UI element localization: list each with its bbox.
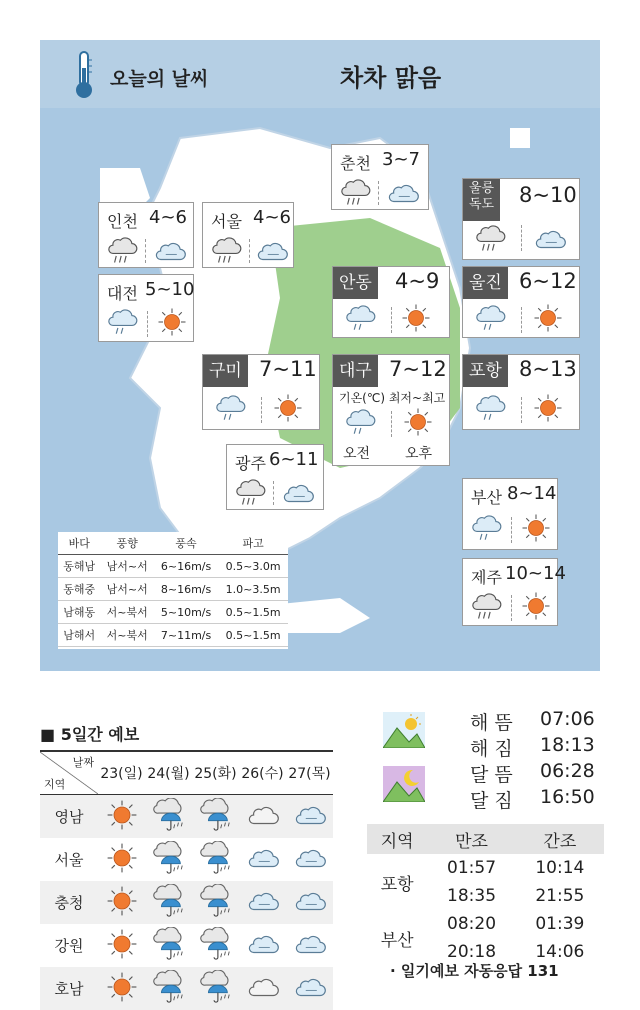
wind-direction: 남서~서: [100, 555, 153, 578]
sea-header: 풍향: [100, 532, 153, 555]
sun-icon: [403, 407, 433, 437]
table-row: [58, 578, 288, 601]
sun-icon: [273, 393, 303, 423]
header-bar: [40, 40, 600, 108]
city-card-seoul: [202, 202, 294, 268]
umbrella-rain-icon: [150, 970, 188, 1004]
wave-height: 0.5~3.0m: [218, 555, 288, 578]
wind-speed: 5~10m/s: [154, 601, 218, 624]
city-card-uljin: [462, 266, 580, 338]
sea-area: 동해중: [58, 578, 100, 601]
day-header: 25(화): [192, 751, 239, 795]
wind-direction: 남서~서: [100, 578, 153, 601]
partly-cloudy-icon: [293, 846, 327, 870]
region-name: 서울: [54, 851, 84, 869]
table-row: [58, 624, 288, 647]
sun-icon: [106, 885, 138, 917]
sun-icon: [106, 928, 138, 960]
sunset-time: 18:13: [540, 734, 595, 756]
umbrella-rain-icon: [197, 970, 235, 1004]
city-temp: 8~14: [507, 483, 557, 504]
city-card-busan: [462, 478, 558, 550]
low-tide: 21:55: [535, 886, 585, 906]
high-tide: 18:35: [447, 886, 497, 906]
city-card-chuncheon: [331, 144, 429, 210]
wind-direction: 서~북서: [100, 624, 153, 647]
partly-cloudy-icon: [293, 803, 327, 827]
table-row: [367, 910, 604, 938]
sea-header: 풍속: [154, 532, 218, 555]
city-badge: 대구: [333, 355, 378, 387]
region-label: 지역: [44, 778, 66, 791]
rain-cloud-blue-icon: [473, 395, 507, 423]
umbrella-rain-icon: [150, 884, 188, 918]
city-name: 부산: [471, 488, 502, 507]
sea-area: 남해서: [58, 624, 100, 647]
wind-speed: 6~16m/s: [154, 555, 218, 578]
day-header: 26(수): [239, 751, 286, 795]
low-tide: 01:39: [535, 914, 585, 934]
partly-cloudy-icon: [293, 975, 327, 999]
city-temp: 8~10: [519, 183, 577, 207]
wind-speed: 7~11m/s: [154, 624, 218, 647]
city-badge: 울진: [463, 267, 508, 299]
tide-header: 만조: [427, 824, 515, 854]
rain-cloud-icon: [338, 179, 372, 207]
table-row: [58, 601, 288, 624]
table-row: [40, 881, 333, 924]
city-name: 인천: [107, 212, 138, 231]
sunrise-label: 해 뜸: [470, 712, 513, 734]
sun-icon: [106, 842, 138, 874]
table-row: [58, 555, 288, 578]
pm-label: 오후: [405, 446, 433, 462]
city-temp: 4~6: [149, 207, 187, 228]
city-temp: 6~12: [519, 269, 577, 293]
umbrella-rain-icon: [150, 927, 188, 961]
city-badge: 포항: [463, 355, 508, 387]
moonrise-icon: [383, 766, 425, 802]
partly-cloudy-icon: [246, 846, 280, 870]
city-card-daejeon: [98, 274, 194, 342]
tide-header: 지역: [367, 824, 427, 854]
sunrise-icon: [383, 712, 425, 748]
city-temp: 4~6: [253, 207, 291, 228]
rain-cloud-icon: [473, 225, 507, 253]
sea-area: 남해동: [58, 601, 100, 624]
umbrella-rain-icon: [197, 927, 235, 961]
rain-cloud-blue-icon: [343, 409, 377, 437]
city-card-andong: [332, 266, 450, 338]
partly-cloudy-icon: [293, 889, 327, 913]
city-temp: 10~14: [505, 563, 566, 584]
partly-cloudy-icon: [246, 889, 280, 913]
temp-legend: 기온(℃) 최저~최고: [339, 391, 446, 405]
five-day-forecast: [40, 750, 333, 1010]
city-card-gumi: [202, 354, 320, 430]
city-card-pohang: [462, 354, 580, 430]
umbrella-rain-icon: [197, 798, 235, 832]
table-row: [40, 795, 333, 839]
city-name: 춘천: [340, 154, 371, 173]
table-row: [40, 838, 333, 881]
partly-cloudy-icon: [293, 932, 327, 956]
high-tide: 08:20: [447, 914, 497, 934]
sun-icon: [533, 303, 563, 333]
sun-icon: [521, 513, 551, 543]
umbrella-rain-icon: [197, 884, 235, 918]
sea-area: 동해남: [58, 555, 100, 578]
city-temp: 6~11: [269, 449, 319, 470]
city-name: 제주: [471, 568, 502, 587]
partly-cloudy-icon: [246, 932, 280, 956]
city-card-incheon: [98, 202, 194, 268]
sun-icon: [533, 393, 563, 423]
sea-header: 파고: [218, 532, 288, 555]
tide-table: [367, 824, 604, 966]
weather-condition: 차차 맑음: [340, 64, 442, 92]
city-temp: 4~9: [395, 269, 440, 293]
rain-cloud-blue-icon: [343, 305, 377, 333]
page-title: 오늘의 날씨: [110, 68, 209, 90]
sun-icon: [401, 303, 431, 333]
day-header: 27(목): [286, 751, 333, 795]
day-header: 24(월): [145, 751, 192, 795]
cloud-icon: [246, 975, 280, 999]
high-tide: 01:57: [447, 858, 497, 878]
partly-cloudy-icon: [533, 227, 567, 251]
moonset-label: 달 짐: [470, 790, 513, 812]
umbrella-rain-icon: [150, 841, 188, 875]
wave-height: 1.0~3.5m: [218, 578, 288, 601]
sun-icon: [157, 307, 187, 337]
rain-cloud-icon: [233, 479, 267, 507]
sea-conditions-table: [58, 532, 288, 649]
rain-cloud-icon: [105, 237, 139, 265]
date-label: 날짜: [72, 756, 94, 769]
sun-icon: [106, 799, 138, 831]
table-corner: [40, 751, 98, 795]
sea-header: 바다: [58, 532, 100, 555]
sun-icon: [106, 971, 138, 1003]
city-name: 광주: [235, 454, 266, 473]
moonrise-time: 06:28: [540, 760, 595, 782]
region-name: 호남: [40, 967, 98, 1010]
sunrise-time: 07:06: [540, 708, 595, 730]
footer-note: · 일기예보 자동응답 131: [390, 962, 559, 980]
region-name: 강원: [54, 937, 84, 955]
rain-cloud-blue-icon: [469, 515, 503, 543]
city-card-gwangju: [226, 444, 324, 510]
city-badge: 구미: [203, 355, 248, 387]
tide-region: 부산: [380, 930, 414, 951]
umbrella-rain-icon: [150, 798, 188, 832]
city-badge: 안동: [333, 267, 378, 299]
city-name: 대전: [107, 284, 138, 303]
rain-cloud-blue-icon: [105, 309, 139, 337]
thermometer-icon: [72, 50, 96, 100]
region-name: 영남: [40, 795, 98, 839]
city-temp: 3~7: [382, 149, 420, 170]
rain-cloud-blue-icon: [473, 305, 507, 333]
forecast-title: ■ 5일간 예보: [40, 725, 140, 744]
rain-cloud-blue-icon: [213, 395, 247, 423]
region-name: 충청: [40, 881, 98, 924]
low-tide: 14:06: [535, 942, 585, 962]
partly-cloudy-icon: [281, 481, 315, 505]
city-temp: 7~12: [389, 357, 447, 381]
high-tide: 20:18: [447, 942, 497, 962]
moonrise-label: 달 뜸: [470, 764, 513, 786]
sunset-label: 해 짐: [470, 738, 513, 760]
table-row: [367, 854, 604, 882]
city-temp: 8~13: [519, 357, 577, 381]
wind-direction: 서~북서: [100, 601, 153, 624]
tide-region: 포항: [380, 874, 414, 895]
rain-cloud-icon: [209, 237, 243, 265]
city-temp: 5~10: [145, 279, 195, 300]
city-badge: 울릉 독도: [463, 179, 500, 221]
city-card-daegu: [332, 354, 450, 466]
wave-height: 0.5~1.5m: [218, 601, 288, 624]
cloud-icon: [246, 803, 280, 827]
city-card-jeju: [462, 558, 566, 626]
partly-cloudy-icon: [255, 239, 289, 263]
sun-icon: [521, 591, 551, 621]
moonset-time: 16:50: [540, 786, 595, 808]
city-name: 서울: [211, 212, 242, 231]
partly-cloudy-icon: [153, 239, 187, 263]
day-header: 23(일): [98, 751, 145, 795]
umbrella-rain-icon: [197, 841, 235, 875]
am-label: 오전: [343, 446, 371, 462]
rain-cloud-icon: [469, 593, 503, 621]
city-card-ulleung: [462, 178, 580, 260]
table-row: [40, 924, 333, 967]
table-row: [40, 967, 333, 1010]
low-tide: 10:14: [535, 858, 585, 878]
partly-cloudy-icon: [386, 181, 420, 205]
city-temp: 7~11: [259, 357, 317, 381]
wind-speed: 8~16m/s: [154, 578, 218, 601]
wave-height: 0.5~1.5m: [218, 624, 288, 647]
tide-header: 간조: [516, 824, 604, 854]
